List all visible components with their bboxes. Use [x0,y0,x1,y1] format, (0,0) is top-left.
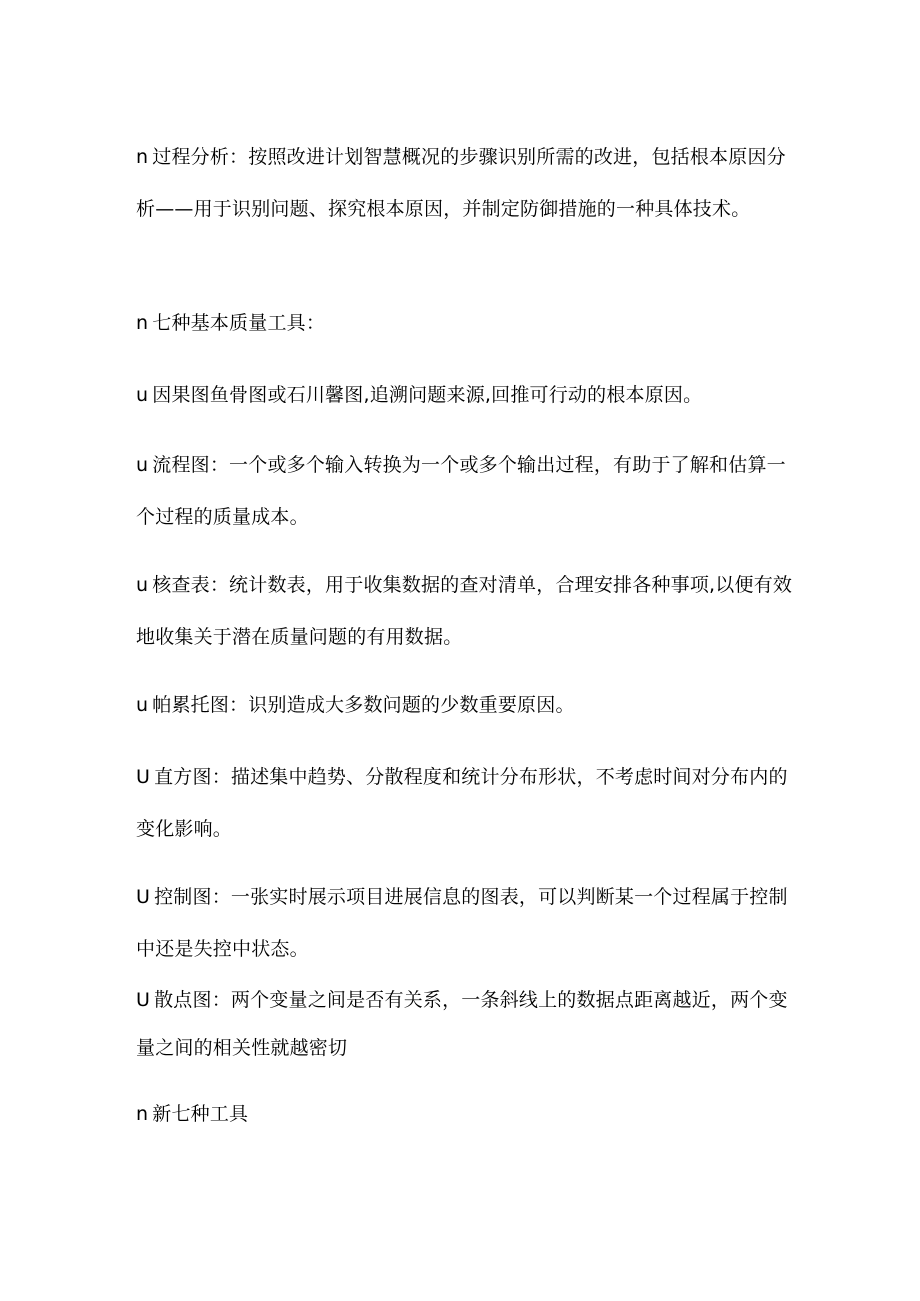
paragraph-control-chart [136,871,796,975]
paragraph-seven-basic-tools [136,297,796,349]
paragraph-text: 散点图：两个变量之间是否有关系，一条斜线上的数据点距离越近，两个变量之间的相关性就越密切 [136,989,788,1059]
paragraph-text: 流程图：一个或多个输入转换为一个或多个输出过程，有助于了解和估算一个过程的质量成本。 [136,454,786,528]
paragraph-text: 控制图：一张实时展示项目进展信息的图表，可以判断某一个过程属于控制中还是失控中状态。 [136,886,788,960]
bullet-marker: U [136,989,151,1011]
paragraph-process-analysis [136,131,796,235]
paragraph-text: 帕累托图：识别造成大多数问题的少数重要原因。 [152,694,575,716]
bullet-marker: U [136,886,151,908]
bullet-marker: u [136,454,149,476]
bullet-marker: n [136,1103,149,1125]
bullet-marker: n [136,312,149,334]
bullet-marker: U [136,766,151,788]
bullet-marker: n [136,146,149,168]
paragraph-cause-effect-diagram [136,369,796,421]
paragraph-text: 新七种工具 [152,1103,249,1125]
bullet-marker: u [136,694,149,716]
paragraph-flowchart [136,439,796,543]
bullet-marker: u [136,384,149,406]
bullet-marker: u [136,574,149,596]
paragraph-pareto-chart [136,679,796,731]
paragraph-histogram [136,751,796,855]
paragraph-check-sheet [136,559,796,663]
paragraph-scatter-diagram [136,976,796,1072]
paragraph-text: 过程分析：按照改进计划智慧概况的步骤识别所需的改进，包括根本原因分析——用于识别问题、探究根本原因，并制定防御措施的一种具体技术。 [136,146,786,220]
paragraph-text: 七种基本质量工具： [152,312,326,334]
paragraph-text: 直方图：描述集中趋势、分散程度和统计分布形状，不考虑时间对分布内的变化影响。 [136,766,788,840]
paragraph-new-seven-tools [136,1088,796,1140]
paragraph-text: 核查表：统计数表，用于收集数据的查对清单，合理安排各种事项,以便有效地收集关于潜在质量问题的有用数据。 [136,574,793,648]
paragraph-text: 因果图鱼骨图或石川馨图,追溯问题来源,回推可行动的根本原因。 [152,384,703,406]
